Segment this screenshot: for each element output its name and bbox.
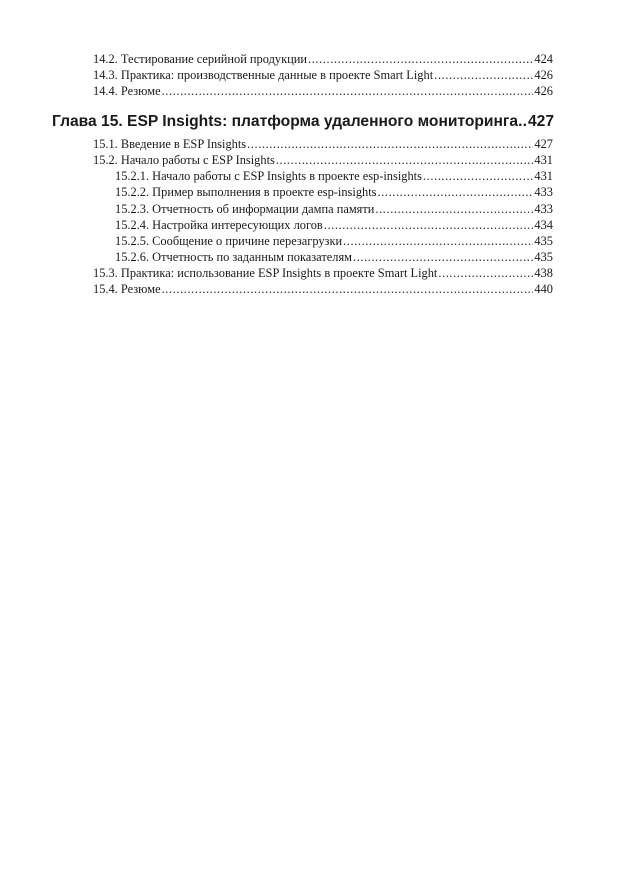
toc-leader-dots [324, 217, 534, 233]
toc-leader-dots [518, 112, 528, 132]
toc-entry-title: 15.2.6. Отчетность по заданным показателям [115, 250, 352, 264]
toc-entry-15-2-6 [115, 249, 553, 265]
toc-entry-title: 15.2.1. Начало работы с ESP Insights в проекте esp-insights [115, 169, 422, 183]
toc-leader-dots [423, 168, 533, 184]
toc-leader-dots [343, 233, 533, 249]
toc-entry-15-4 [93, 281, 553, 297]
toc-entry-title: 15.2. Начало работы с ESP Insights [93, 153, 275, 167]
toc-leader-dots [438, 265, 533, 281]
toc-entry-15-2 [93, 152, 553, 168]
toc-entry-title: 15.2.4. Настройка интересующих логов [115, 218, 323, 232]
toc-chapter-title: Глава 15. ESP Insights: платформа удаленного мониторинга [52, 113, 519, 130]
toc-entry-page: 435 [534, 250, 553, 264]
toc-entry-page: 426 [534, 84, 553, 98]
toc-entry-15-2-2 [115, 184, 553, 200]
toc-entry-title: 15.3. Практика: использование ESP Insights в проекте Smart Light [93, 266, 438, 280]
toc-entry-15-2-3 [115, 201, 553, 217]
toc-entry-page: 426 [534, 68, 553, 82]
toc-entry-page: 431 [534, 153, 553, 167]
toc-entry-page: 427 [534, 137, 553, 151]
toc-leader-dots [375, 201, 533, 217]
toc-entry-title: 14.4. Резюме [93, 84, 161, 98]
toc-entry-page: 438 [534, 266, 553, 280]
toc-entry-title: 15.2.3. Отчетность об информации дампа памяти [115, 202, 375, 216]
toc-entry-15-1 [93, 136, 553, 152]
toc-entry-page: 440 [534, 282, 553, 296]
toc-entry-14-4 [93, 83, 553, 99]
toc-entry-title: 15.2.5. Сообщение о причине перезагрузки [115, 234, 343, 248]
toc-entry-title: 15.4. Резюме [93, 282, 161, 296]
toc-entry-page: 434 [534, 218, 553, 232]
toc-entry-title: 14.3. Практика: производственные данные в проекте Smart Light [93, 68, 434, 82]
toc-leader-dots [276, 152, 534, 168]
toc-entry-15-2-4 [115, 217, 553, 233]
toc-entry-title: 14.2. Тестирование серийной продукции [93, 52, 308, 66]
toc-chapter-page: 427 [527, 113, 554, 130]
toc-entry-page: 433 [534, 185, 553, 199]
toc-leader-dots [247, 136, 533, 152]
toc-leader-dots [162, 83, 534, 99]
toc-entry-page: 435 [534, 234, 553, 248]
toc-leader-dots [162, 281, 534, 297]
toc-entry-page: 424 [534, 52, 553, 66]
toc-leader-dots [377, 184, 533, 200]
toc-entry-page: 433 [534, 202, 553, 216]
toc-entry-title: 15.2.2. Пример выполнения в проекте esp-insights [115, 185, 377, 199]
toc-entry-title: 15.1. Введение в ESP Insights [93, 137, 247, 151]
toc-entry-page: 431 [534, 169, 553, 183]
toc-entry-15-3 [93, 265, 553, 281]
toc-chapter-15 [52, 112, 554, 132]
toc-entry-14-3 [93, 67, 553, 83]
toc-leader-dots [434, 67, 533, 83]
toc-leader-dots [353, 249, 533, 265]
toc-entry-14-2 [93, 51, 553, 67]
toc-leader-dots [308, 51, 533, 67]
toc-entry-15-2-5 [115, 233, 553, 249]
toc-entry-15-2-1 [115, 168, 553, 184]
